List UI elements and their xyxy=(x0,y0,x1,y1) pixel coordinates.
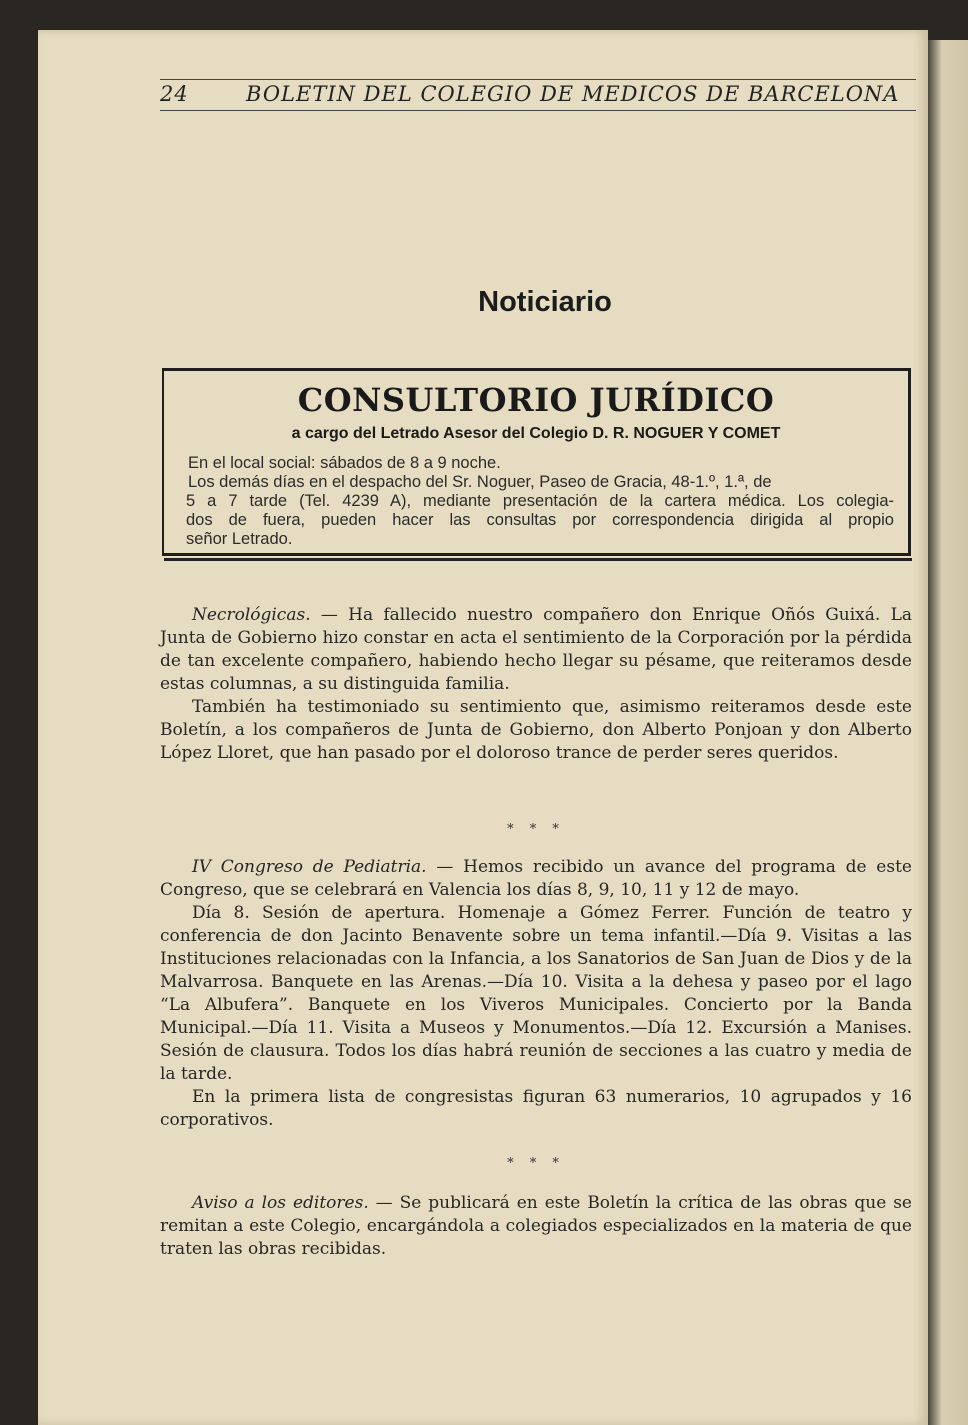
congreso-section xyxy=(160,856,912,1132)
consultorio-title: CONSULTORIO JURÍDICO xyxy=(297,381,775,419)
congreso-lista: En la primera lista de congresistas figuran 63 numerarios, 10 agrupados y 16 corporativos. xyxy=(160,1087,912,1130)
congreso-paragraph xyxy=(160,856,912,902)
header-rule-top xyxy=(160,79,916,80)
running-title: BOLETIN DEL COLEGIO DE MEDICOS DE BARCELONA xyxy=(246,82,900,106)
aviso-text: — Se publicará en este Boletín la crítica de las obras que se remitan a este Colegio, encargándola a colegiados especializados en la materia de que traten las obras recibidas. xyxy=(160,1193,912,1259)
necrologicas-lead: Necrológicas. xyxy=(192,605,311,625)
separator-stars: * * * xyxy=(507,822,565,837)
page-edge xyxy=(928,40,968,1425)
congreso-programa: Día 8. Sesión de apertura. Homenaje a Gómez Ferrer. Función de teatro y conferencia de don Jacinto Benavente sobre un tema infantil.—Día 9. Visitas a las Instituciones relacionadas con la Infancia, a los Sanatorios de San Juan de Dios y de la Malvarrosa. Banquete en las Arenas.—Día 10. Visita a la dehesa y paseo por el lago “La Albufera”. Banquete en los Viveros Municipales. Concierto por la Banda Municipal.—Día 11. Visita a Museos y Monumentos.—Día 12. Excursión a Manises. Sesión de clausura. Todos los días habrá reunión de secciones a las cuatro y media de la tarde. xyxy=(160,903,912,1084)
consultorio-line: señor Letrado. xyxy=(186,530,293,548)
necrologicas-text: — Ha fallecido nuestro compañero don Enrique Oñós Guixá. La Junta de Gobierno hizo constar en acta el sentimiento de la Corporación por la pérdida de tan excelente compañero, habiendo hecho llegar su pésame, que reiteramos desde estas columnas, a su distinguida familia. xyxy=(160,605,912,694)
congreso-lead: IV Congreso de Pediatria. xyxy=(192,857,427,877)
consultorio-subtitle: a cargo del Letrado Asesor del Colegio D. R. NOGUER Y COMET xyxy=(291,425,781,442)
consultorio-line: 5 a 7 tarde (Tel. 4239 A), mediante presentación de la cartera médica. Los colegia- xyxy=(186,492,894,510)
aviso-section xyxy=(160,1192,912,1261)
consultorio-box xyxy=(162,368,911,556)
necrologicas-paragraph-2: También ha testimoniado su sentimiento que, asimismo reiteramos desde este Boletín, a los compañeros de Junta de Gobierno, don Alberto Ponjoan y don Alberto López Lloret, que han pasado por el doloroso trance de perder seres queridos. xyxy=(160,697,912,763)
consultorio-line: dos de fuera, pueden hacer las consultas por correspondencia dirigida al propio xyxy=(186,511,894,529)
necrologicas-section xyxy=(160,604,912,765)
consultorio-line: En el local social: sábados de 8 a 9 noche. xyxy=(188,454,501,472)
aviso-paragraph xyxy=(160,1192,912,1261)
page-number: 24 xyxy=(160,82,189,106)
necrologicas-paragraph xyxy=(160,604,912,696)
header-rule-bottom xyxy=(160,110,916,111)
box-shadow-rule xyxy=(164,558,912,561)
separator-stars-2: * * * xyxy=(507,1156,565,1171)
running-header xyxy=(160,82,916,112)
aviso-lead: Aviso a los editores. xyxy=(192,1193,369,1213)
section-title: Noticiario xyxy=(478,286,612,318)
consultorio-line: Los demás días en el despacho del Sr. Noguer, Paseo de Gracia, 48-1.º, 1.ª, de xyxy=(188,473,772,491)
congreso-text: — Hemos recibido un avance del programa de este Congreso, que se celebrará en Valencia los días 8, 9, 10, 11 y 12 de mayo. xyxy=(160,857,912,900)
